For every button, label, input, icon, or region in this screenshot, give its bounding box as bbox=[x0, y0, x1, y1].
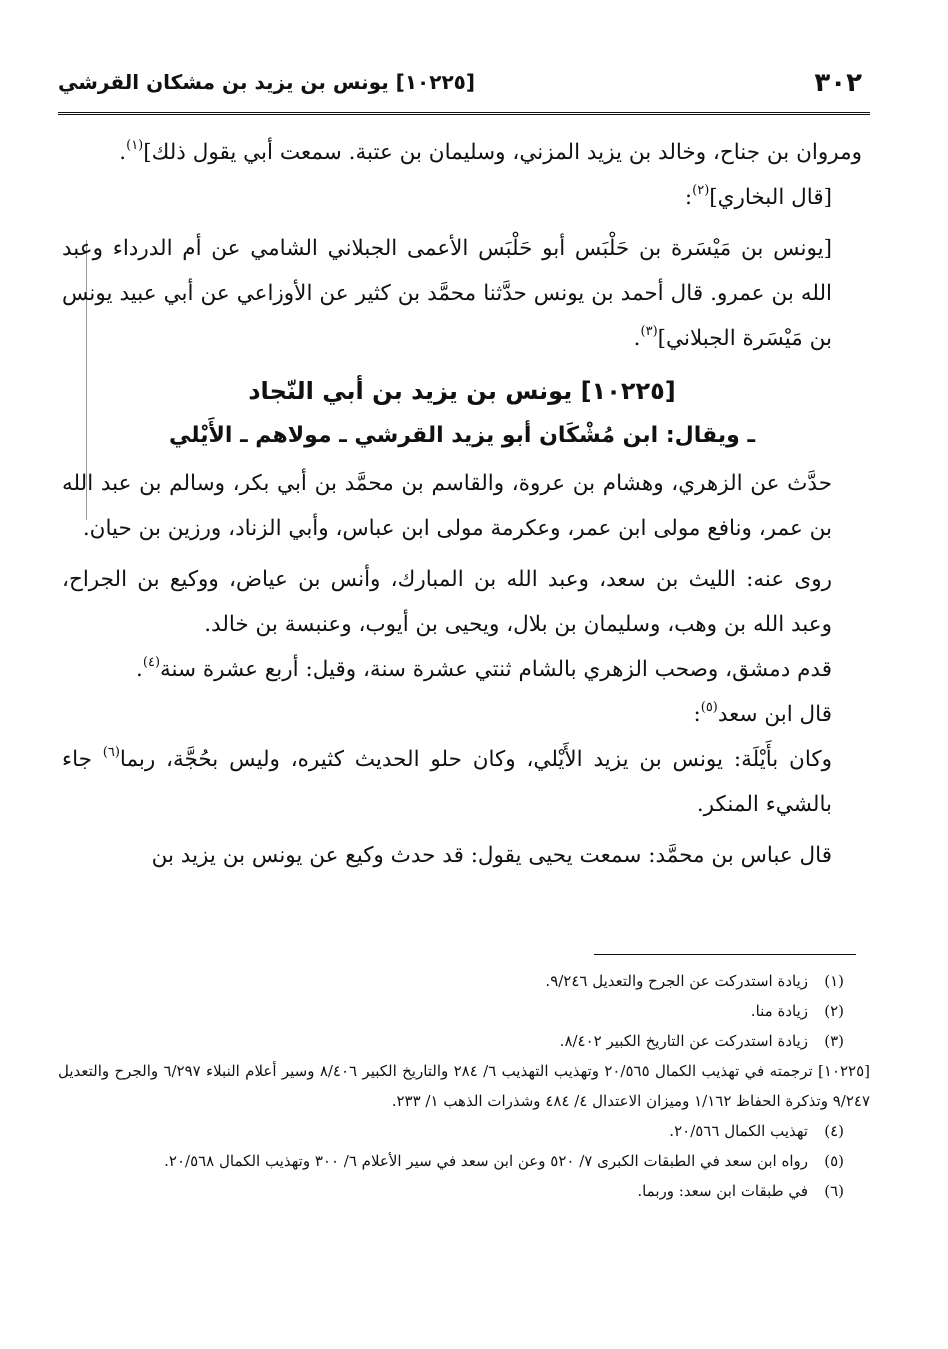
footnote-6: (٦)في طبقات ابن سعد: وربما. bbox=[637, 1182, 844, 1200]
running-title: [١٠٢٢٥] يونس بن يزيد بن مشكان القرشي bbox=[58, 70, 476, 94]
footnote-ref-3: (٣) bbox=[640, 324, 658, 339]
footnotes bbox=[58, 966, 870, 1206]
paragraph-4: حدَّث عن الزهري، وهشام بن عروة، والقاسم بن محمَّد بن أبي بكر، وسالم بن عبد الله بن عمر، ونافع مولى ابن عمر، وعكرمة مولى ابن عباس، وأبي الزناد، ورزين بن حيان. bbox=[62, 471, 833, 541]
paragraph-1: ومروان بن جناح، وخالد بن يزيد المزني، وسليمان بن عتبة. سمعت أبي يقول ذلك]$^{(١)}$. bbox=[119, 138, 862, 165]
header-rule bbox=[58, 112, 870, 115]
page-header bbox=[58, 60, 870, 110]
paragraph-5: روى عنه: الليث بن سعد، وعبد الله بن المبارك، وأنس بن عياض، ووكيع بن الجراح، وعبد الله بن وهب، وسليمان بن بلال، ويحيى بن أيوب، وعنبسة بن خالد. bbox=[62, 567, 832, 637]
paragraph-6: قدم دمشق، وصحب الزهري بالشام ثنتي عشرة سنة، وقيل: أربع عشرة سنة$^{(٤)}$. bbox=[136, 655, 832, 682]
footnote-ref-4: (٤) bbox=[142, 655, 161, 670]
footnote-biography: [١٠٢٢٥] ترجمته في تهذيب الكمال ٢٠/٥٦٥ وتهذيب التهذيب ٦/ ٢٨٤ والتاريخ الكبير ٨/٤٠٦ وسير أعلام النبلاء ٦/٢٩٧ والجرح والتعديل ٩/٢٤٧ وتذكرة الحفاظ ١/١٦٢ وميزان الاعتدال ٤/ ٤٨٤ وشذرات الذهب ١/ ٢٣٣. bbox=[58, 1062, 870, 1110]
page-number: ٣٠٢ bbox=[814, 68, 862, 98]
main-text bbox=[62, 130, 862, 878]
paragraph-8: وكان بأَيْلَة: يونس بن يزيد الأَيْلي، وكان حلو الحديث كثيره، وليس بحُجَّة، ربما$^{(٦)}$ جاء بالشيء المنكر. bbox=[62, 745, 832, 817]
footnote-2: (٢)زيادة منا. bbox=[750, 1002, 844, 1020]
footnote-5: (٥)رواه ابن سعد في الطبقات الكبرى ٧/ ٥٢٠ وعن ابن سعد في سير الأعلام ٦/ ٣٠٠ وتهذيب الكمال ٢٠/٥٦٨. bbox=[164, 1152, 844, 1170]
entry-subheading: ـ ويقال: ابن مُشْكَان أبو يزيد القرشي ـ مولاهم ـ الأَيْلي bbox=[169, 423, 755, 448]
entry-heading: [١٠٢٢٥] يونس بن يزيد بن أبي النّجاد bbox=[248, 377, 676, 405]
footnote-ref-1: (١) bbox=[126, 138, 144, 153]
footnote-3: (٣)زيادة استدركت عن التاريخ الكبير ٨/٤٠٢. bbox=[559, 1032, 844, 1050]
paragraph-3: [يونس بن مَيْسَرة بن حَلْبَس أبو حَلْبَس الأعمى الجبلاني الشامي عن أم الدرداء وعبد الله بن عمرو. قال أحمد بن يونس حدَّثنا محمَّد بن كثير عن الأوزاعي عن أبي عبيد يونس بن مَيْسَرة الجبلاني]$^{(٣)}$. bbox=[62, 236, 832, 351]
footnote-1: (١)زيادة استدركت عن الجرح والتعديل ٩/٢٤٦. bbox=[545, 972, 844, 990]
footnote-ref-5: (٥) bbox=[700, 700, 718, 715]
footnote-4: (٤)تهذيب الكمال ٢٠/٥٦٦. bbox=[669, 1122, 844, 1140]
footnote-ref-2: (٢) bbox=[692, 183, 710, 198]
paragraph-2: [قال البخاري]$^{(٢)}$: bbox=[684, 183, 832, 210]
footnote-separator bbox=[594, 954, 856, 955]
paragraph-9: قال عباس بن محمَّد: سمعت يحيى يقول: قد حدث وكيع عن يونس بن يزيد بن bbox=[151, 843, 832, 868]
footnote-ref-6: (٦) bbox=[102, 745, 120, 760]
paragraph-7: قال ابن سعد$^{(٥)}$: bbox=[693, 700, 832, 727]
